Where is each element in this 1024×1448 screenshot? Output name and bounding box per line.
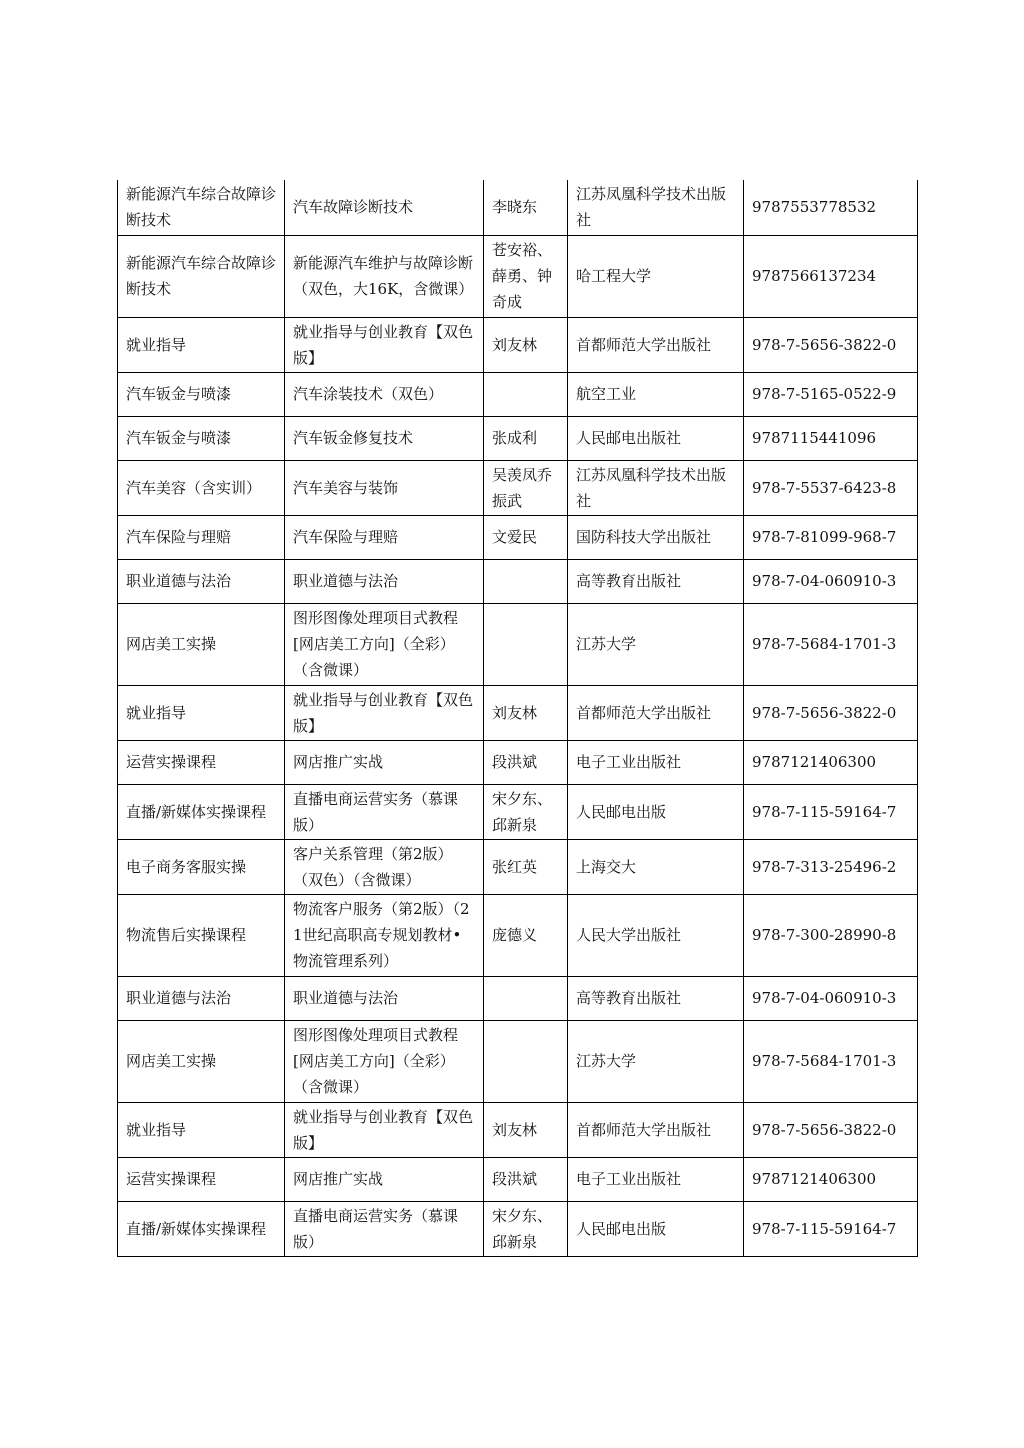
course-cell: 网店美工实操 — [118, 1020, 285, 1102]
publisher-cell: 人民邮电出版 — [568, 1201, 744, 1256]
table-row — [118, 559, 918, 603]
course-cell: 直播/新媒体实操课程 — [118, 1201, 285, 1256]
book-title-cell: 直播电商运营实务（慕课版） — [285, 784, 484, 839]
author-cell: 刘友林 — [484, 1102, 568, 1157]
isbn-cell: 978-7-5684-1701-3 — [744, 1020, 918, 1102]
author-cell: 张红英 — [484, 839, 568, 894]
table-row — [118, 515, 918, 559]
book-title-cell: 图形图像处理项目式教程[网店美工方向]（全彩）（含微课） — [285, 1020, 484, 1102]
table-row — [118, 317, 918, 372]
author-cell: 宋夕东、邱新泉 — [484, 784, 568, 839]
publisher-cell: 高等教育出版社 — [568, 559, 744, 603]
isbn-cell: 978-7-04-060910-3 — [744, 976, 918, 1020]
author-cell: 段洪斌 — [484, 740, 568, 784]
course-cell: 汽车钣金与喷漆 — [118, 372, 285, 416]
book-title-cell: 汽车保险与理赔 — [285, 515, 484, 559]
publisher-cell: 江苏大学 — [568, 603, 744, 685]
course-cell: 就业指导 — [118, 317, 285, 372]
table-row — [118, 976, 918, 1020]
table-row — [118, 894, 918, 976]
course-cell: 汽车钣金与喷漆 — [118, 416, 285, 460]
publisher-cell: 江苏凤凰科学技术出版社 — [568, 180, 744, 235]
isbn-cell: 9787115441096 — [744, 416, 918, 460]
book-title-cell: 职业道德与法治 — [285, 559, 484, 603]
course-cell: 汽车保险与理赔 — [118, 515, 285, 559]
author-cell — [484, 1020, 568, 1102]
course-cell: 运营实操课程 — [118, 1157, 285, 1201]
table-row — [118, 372, 918, 416]
isbn-cell: 978-7-5684-1701-3 — [744, 603, 918, 685]
book-title-cell: 客户关系管理（第2版）（双色）（含微课） — [285, 839, 484, 894]
publisher-cell: 人民邮电出版 — [568, 784, 744, 839]
isbn-cell: 978-7-115-59164-7 — [744, 784, 918, 839]
course-cell: 电子商务客服实操 — [118, 839, 285, 894]
table-row — [118, 460, 918, 515]
author-cell — [484, 976, 568, 1020]
table-row — [118, 685, 918, 740]
isbn-cell: 978-7-81099-968-7 — [744, 515, 918, 559]
isbn-cell: 9787121406300 — [744, 1157, 918, 1201]
book-title-cell: 网店推广实战 — [285, 1157, 484, 1201]
author-cell: 李晓东 — [484, 180, 568, 235]
author-cell: 刘友林 — [484, 317, 568, 372]
isbn-cell: 9787566137234 — [744, 235, 918, 317]
publisher-cell: 上海交大 — [568, 839, 744, 894]
course-cell: 职业道德与法治 — [118, 559, 285, 603]
course-cell: 运营实操课程 — [118, 740, 285, 784]
isbn-cell: 978-7-300-28990-8 — [744, 894, 918, 976]
author-cell: 宋夕东、邱新泉 — [484, 1201, 568, 1256]
course-cell: 就业指导 — [118, 1102, 285, 1157]
publisher-cell: 首都师范大学出版社 — [568, 317, 744, 372]
table-row — [118, 1102, 918, 1157]
book-title-cell: 汽车美容与装饰 — [285, 460, 484, 515]
isbn-cell: 978-7-5537-6423-8 — [744, 460, 918, 515]
book-title-cell: 职业道德与法治 — [285, 976, 484, 1020]
author-cell — [484, 559, 568, 603]
isbn-cell: 9787121406300 — [744, 740, 918, 784]
isbn-cell: 978-7-5656-3822-0 — [744, 685, 918, 740]
book-title-cell: 新能源汽车维护与故障诊断（双色，大16K，含微课） — [285, 235, 484, 317]
course-cell: 汽车美容（含实训） — [118, 460, 285, 515]
isbn-cell: 978-7-5656-3822-0 — [744, 1102, 918, 1157]
book-title-cell: 就业指导与创业教育【双色版】 — [285, 1102, 484, 1157]
table-row — [118, 784, 918, 839]
publisher-cell: 高等教育出版社 — [568, 976, 744, 1020]
isbn-cell: 9787553778532 — [744, 180, 918, 235]
course-cell: 就业指导 — [118, 685, 285, 740]
publisher-cell: 哈工程大学 — [568, 235, 744, 317]
table-row — [118, 839, 918, 894]
publisher-cell: 江苏凤凰科学技术出版社 — [568, 460, 744, 515]
author-cell: 苍安裕、薛勇、钟奇成 — [484, 235, 568, 317]
publisher-cell: 江苏大学 — [568, 1020, 744, 1102]
publisher-cell: 电子工业出版社 — [568, 740, 744, 784]
course-cell: 物流售后实操课程 — [118, 894, 285, 976]
book-title-cell: 网店推广实战 — [285, 740, 484, 784]
book-title-cell: 就业指导与创业教育【双色版】 — [285, 317, 484, 372]
isbn-cell: 978-7-5165-0522-9 — [744, 372, 918, 416]
table-row — [118, 180, 918, 235]
author-cell — [484, 372, 568, 416]
book-title-cell: 物流客户服务（第2版）（21世纪高职高专规划教材•物流管理系列） — [285, 894, 484, 976]
book-title-cell: 就业指导与创业教育【双色版】 — [285, 685, 484, 740]
table-row — [118, 1020, 918, 1102]
publisher-cell: 人民大学出版社 — [568, 894, 744, 976]
author-cell — [484, 603, 568, 685]
table-row — [118, 416, 918, 460]
isbn-cell: 978-7-5656-3822-0 — [744, 317, 918, 372]
book-title-cell: 直播电商运营实务（慕课版） — [285, 1201, 484, 1256]
book-title-cell: 汽车涂装技术（双色） — [285, 372, 484, 416]
publisher-cell: 首都师范大学出版社 — [568, 1102, 744, 1157]
table-row — [118, 740, 918, 784]
isbn-cell: 978-7-115-59164-7 — [744, 1201, 918, 1256]
course-cell: 网店美工实操 — [118, 603, 285, 685]
course-cell: 新能源汽车综合故障诊断技术 — [118, 180, 285, 235]
textbook-table — [117, 180, 918, 1257]
textbook-table-body — [118, 180, 918, 1256]
course-cell: 职业道德与法治 — [118, 976, 285, 1020]
table-row — [118, 603, 918, 685]
author-cell: 吴羡凤乔振武 — [484, 460, 568, 515]
author-cell: 张成利 — [484, 416, 568, 460]
publisher-cell: 电子工业出版社 — [568, 1157, 744, 1201]
publisher-cell: 国防科技大学出版社 — [568, 515, 744, 559]
publisher-cell: 航空工业 — [568, 372, 744, 416]
isbn-cell: 978-7-313-25496-2 — [744, 839, 918, 894]
author-cell: 段洪斌 — [484, 1157, 568, 1201]
course-cell: 直播/新媒体实操课程 — [118, 784, 285, 839]
book-title-cell: 图形图像处理项目式教程[网店美工方向]（全彩）（含微课） — [285, 603, 484, 685]
author-cell: 庞德义 — [484, 894, 568, 976]
course-cell: 新能源汽车综合故障诊断技术 — [118, 235, 285, 317]
author-cell: 文爱民 — [484, 515, 568, 559]
author-cell: 刘友林 — [484, 685, 568, 740]
isbn-cell: 978-7-04-060910-3 — [744, 559, 918, 603]
table-row — [118, 235, 918, 317]
table-row — [118, 1201, 918, 1256]
publisher-cell: 人民邮电出版社 — [568, 416, 744, 460]
table-row — [118, 1157, 918, 1201]
publisher-cell: 首都师范大学出版社 — [568, 685, 744, 740]
book-title-cell: 汽车钣金修复技术 — [285, 416, 484, 460]
book-title-cell: 汽车故障诊断技术 — [285, 180, 484, 235]
